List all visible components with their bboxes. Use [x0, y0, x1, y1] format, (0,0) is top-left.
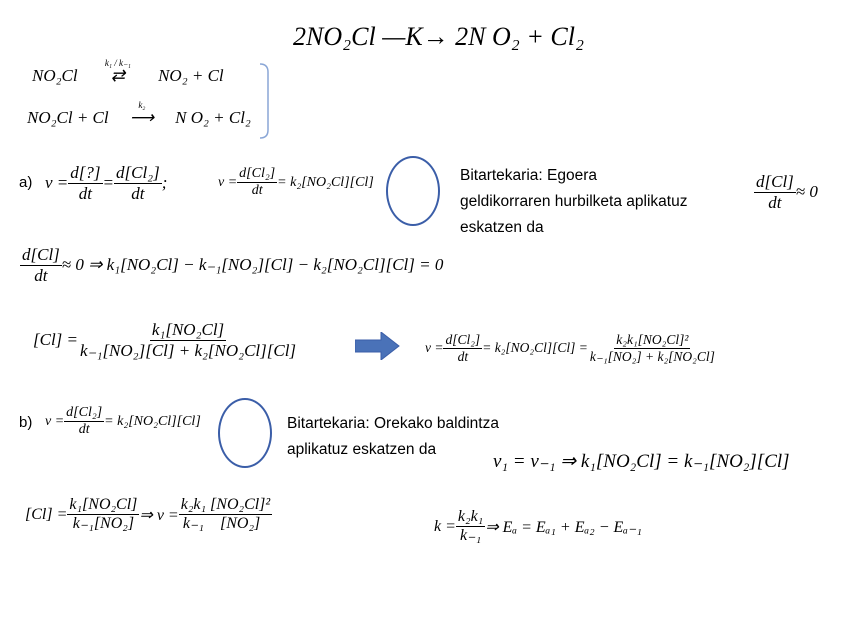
- note-line-1: Bitartekaria: Orekako baldintza: [287, 415, 499, 432]
- frac-num: d[Cl₂]: [237, 166, 277, 183]
- step2-product: N O₂ + Cl₂: [175, 108, 251, 127]
- fraction-d-cl2: [237, 166, 277, 199]
- step1-reactant: NO₂Cl: [32, 66, 78, 85]
- frac-den: k₋₁[NO₂][Cl] + k₂[NO₂Cl][Cl]: [80, 340, 297, 360]
- forward-arrow: k₂ ⟶: [117, 108, 167, 128]
- frac-num: k₂k₁[NO₂Cl]²: [616, 332, 689, 347]
- fraction-d-cl: [20, 245, 62, 285]
- final-rate-lhs: v =: [425, 340, 444, 356]
- cl-lhs: [Cl] =: [33, 330, 79, 350]
- frac-den: [NO₂]: [220, 515, 261, 533]
- rate-law-rhs: = k₂[NO₂Cl][Cl]: [104, 413, 201, 429]
- rate-law-lhs: v =: [218, 174, 238, 190]
- final-rate-fraction: [588, 332, 717, 364]
- equilibrium-note: [287, 411, 499, 463]
- intermediate-circle-b: [218, 398, 272, 468]
- k-fraction: [179, 496, 208, 534]
- activation-energy-equation: [434, 508, 642, 546]
- frac-num: k₂k₁: [456, 508, 485, 527]
- frac-den: dt: [78, 422, 90, 438]
- frac-den: dt: [251, 183, 263, 199]
- rate-definition: [45, 163, 167, 203]
- concentration-fraction: [208, 496, 272, 534]
- frac-num: [NO₂Cl]²: [208, 496, 272, 515]
- steady-state-rhs: ≈ 0 ⇒ k₁[NO₂Cl] − k₋₁[NO₂][Cl] − k₂[NO₂Cl][Cl] = 0: [61, 255, 444, 275]
- frac-num: d[Cl₂]: [64, 405, 104, 422]
- semicolon: ;: [161, 173, 168, 193]
- rate-law-a: [218, 166, 374, 199]
- step2-reactant: NO₂Cl + Cl: [27, 108, 109, 127]
- cl-fraction: [78, 320, 298, 360]
- cl-concentration-a: [33, 320, 298, 360]
- frac-den: dt: [131, 183, 145, 203]
- mechanism-step-1: [32, 58, 224, 86]
- part-b-label: b): [19, 414, 33, 431]
- fraction-d-cl2: [64, 405, 104, 438]
- frac-num: d[?]: [70, 163, 101, 182]
- frac-den: k₋₁[NO₂] + k₂[NO₂Cl]: [589, 348, 715, 364]
- equilibrium-arrow: k₁ / k₋₁ ⇄: [86, 66, 150, 86]
- rate-law-rhs: = k₂[NO₂Cl][Cl]: [277, 174, 374, 190]
- approx-zero: ≈ 0: [795, 182, 818, 202]
- frac-den: dt: [34, 265, 48, 285]
- frac-num: d[Cl]: [756, 172, 794, 191]
- step2-rate-constant: k₂: [138, 100, 146, 110]
- frac-den: k₋₁: [182, 515, 204, 533]
- equals-sign: =: [102, 173, 114, 193]
- mechanism-step-2: [27, 100, 251, 128]
- final-rate-law-a: [425, 332, 717, 364]
- step1-rate-constant: k₁ / k₋₁: [104, 58, 131, 68]
- note-line-2: geldikorraren hurbilketa aplikatuz: [460, 193, 688, 210]
- part-a-label: a): [19, 174, 33, 191]
- overall-reaction: [293, 22, 584, 52]
- rate-law-b: [45, 405, 201, 438]
- final-rate-mid: = k₂[NO₂Cl][Cl] =: [482, 340, 588, 356]
- frac-num: k₂k₁: [179, 496, 208, 515]
- k-fraction: [456, 508, 485, 546]
- note-line-1: Bitartekaria: Egoera: [460, 167, 597, 184]
- frac-den: dt: [768, 192, 782, 212]
- cl-concentration-b: [25, 496, 272, 534]
- rate-def-lhs: v =: [45, 173, 69, 193]
- step1-product: NO₂ + Cl: [158, 66, 224, 85]
- activation-energy-rhs: ⇒ Eₐ = Eₐ₁ + Eₐ₂ − Eₐ₋₁: [485, 518, 642, 536]
- frac-num: d[Cl₂]: [445, 332, 481, 347]
- fraction-d-cl: [754, 172, 796, 212]
- steady-state-equation: [20, 245, 443, 285]
- steady-state-condition: [754, 172, 818, 212]
- implies-v: ⇒ v =: [139, 506, 179, 524]
- frac-num: d[Cl]: [22, 245, 60, 264]
- frac-num: d[Cl₂]: [116, 163, 160, 182]
- k-lhs: k =: [434, 517, 456, 535]
- frac-num: k₁[NO₂Cl]: [67, 496, 139, 515]
- steady-state-note: [460, 163, 687, 241]
- equilibrium-equation: v₁ = v₋₁ ⇒ k₁[NO₂Cl] = k₋₁[NO₂][Cl]: [493, 451, 790, 472]
- frac-den: k₋₁: [460, 527, 482, 545]
- rate-law-lhs: v =: [45, 413, 65, 429]
- note-line-2: aplikatuz eskatzen da: [287, 441, 437, 458]
- fraction-d-cl2: [114, 163, 162, 203]
- intermediate-circle-a: [386, 156, 440, 226]
- fraction-d-cl2: [443, 332, 482, 364]
- frac-den: dt: [78, 183, 93, 203]
- fraction-d-unknown: [68, 163, 102, 203]
- right-arrow-icon: [355, 332, 401, 360]
- cl-fraction: [67, 496, 139, 534]
- overall-reaction-text: 2NO₂Cl —K→ 2N O₂ + Cl₂: [293, 22, 584, 51]
- frac-den: k₋₁[NO₂]: [72, 515, 135, 533]
- mechanism-bracket: [258, 62, 272, 140]
- frac-den: dt: [457, 348, 469, 364]
- cl-lhs: [Cl] =: [25, 505, 68, 523]
- note-line-3: eskatzen da: [460, 219, 544, 236]
- frac-num: k₁[NO₂Cl]: [151, 320, 225, 339]
